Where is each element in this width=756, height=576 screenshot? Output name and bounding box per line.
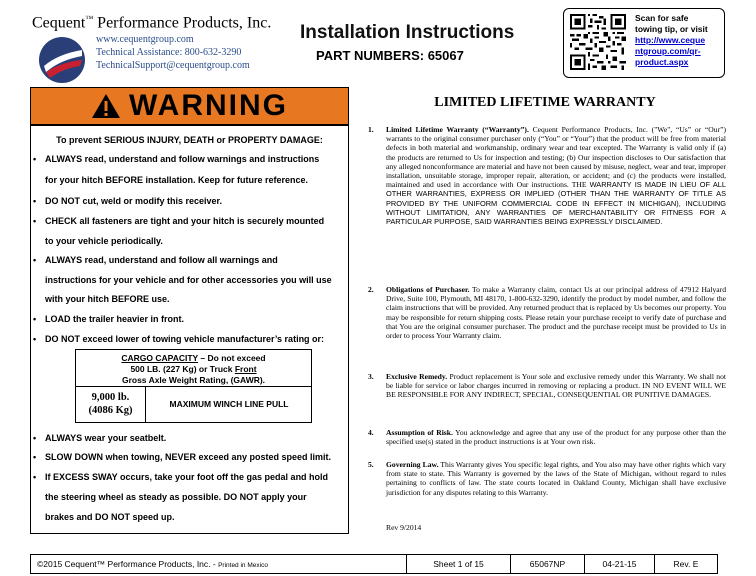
item-number: 1. [368, 125, 374, 134]
warning-line: for your hitch BEFORE installation. Keep for future reference. [45, 175, 309, 185]
revision-date: Rev 9/2014 [386, 523, 422, 532]
qr-link[interactable]: ntgroup.com/qr- [635, 46, 701, 56]
warning-line: instructions for your vehicle and for other accessories you will use [45, 275, 332, 285]
part-numbers: PART NUMBERS: 65067 [316, 48, 464, 63]
warning-triangle-icon [91, 93, 121, 119]
doc-title: Installation Instructions [300, 22, 515, 43]
warning-line: If EXCESS SWAY occurs, take your foot off the gas pedal and hold [45, 472, 329, 482]
bullet: • [33, 433, 37, 443]
footer-rev: Rev. E [673, 559, 699, 569]
company-logo-icon [38, 36, 86, 84]
tech-assist-text: Technical Assistance: 800-632-3290 [96, 47, 242, 58]
capacity-table [75, 349, 312, 423]
warranty-item: Obligations of Purchaser. To make a Warranty claim, contact Us at our principal address of 47912 Halyard Drive, Suite 100, Plymouth, MI 48170, 1-800-632-3290, identify the product by model number, and follow the claim instructions that will be provided. Any returned product that is replaced by Us becomes our property. You may be responsible for return shipping costs. Please retain your purchase receipt to verify date of purchase and that You are the original consumer purchaser. The product and the purchase receipt must be provided to Us in order to process Your Warranty claim. [386, 285, 726, 341]
qr-link[interactable]: product.aspx [635, 57, 689, 67]
item-number: 5. [368, 460, 374, 469]
website-text: www.cequentgroup.com [96, 34, 194, 45]
bullet: • [33, 196, 37, 206]
warning-line: to your vehicle periodically. [45, 236, 163, 246]
warning-intro: To prevent SERIOUS INJURY, DEATH or PROPERTY DAMAGE: [56, 135, 323, 145]
qr-caption: Scan for safe towing tip, or visit http://www.ceque ntgroup.com/qr- product.aspx [635, 13, 721, 68]
item-number: 3. [368, 372, 374, 381]
warning-line: LOAD the trailer heavier in front. [45, 314, 185, 324]
item-number: 4. [368, 428, 374, 437]
footer-date: 04-21-15 [585, 555, 655, 573]
warning-line: DO NOT exceed lower of towing vehicle manufacturer’s rating or: [45, 334, 325, 344]
winch-label-cell: MAXIMUM WINCH LINE PULL [169, 399, 289, 409]
footer-part: 65067NP [511, 555, 585, 573]
warranty-item: Governing Law. This Warranty gives You specific legal rights, and You also may have other rights which vary from state to state. This Warranty is governed by the laws of the State of Michigan, without regard to rules pertaining to conflicts of law. The state courts located in Oakland County, Michigan shall have exclusive jurisdiction for any disputes relating to this Warranty. [386, 460, 726, 497]
warning-line: ALWAYS wear your seatbelt. [45, 433, 167, 443]
item-number: 2. [368, 285, 374, 294]
warning-line: SLOW DOWN when towing, NEVER exceed any posted speed limit. [45, 452, 332, 462]
warranty-item: Assumption of Risk. You acknowledge and agree that any use of the product for any purpose other than the specified use(s) stated in the product instructions is at Your own risk. [386, 428, 726, 447]
qr-code-icon [570, 14, 626, 70]
warning-line: ALWAYS read, understand and follow all warnings and [45, 255, 278, 265]
warning-line: ALWAYS read, understand and follow warnings and instructions [45, 154, 320, 164]
bullet: • [33, 472, 37, 482]
warranty-item: Limited Lifetime Warranty (“Warranty”). Cequent Performance Products, Inc. ("We", “Us” or “Our”) warrants to the original consumer purchaser only (“You” or “Your”) that the product will be free from material defects in both material and workmanship, ordinary wear and tear excepted. The Warranty is valid only if (a) the products are returned to Us for inspection and testing; (b) Our inspection discloses to Our satisfaction that any alleged nonconformance are material and have not been caused by misuse, neglect, wear and tear, improper installation, unsuitable storage, improper repair, alteration, or accident; and (c) the products were installed, maintained and used in accordance with Our instructions. THE WARRANTY IS MADE IN LIEU OF ALL OTHER WARRANTIES, EXPRESS OR IMPLIED (OTHER THAN THE WARRANTY OF TITLE AS PROVIDED BY THE UNIFORM COMMERCIAL CODE IN EFFECT IN MICHIGAN), INCLUDING WITHOUT LIMITATION, ANY WARRANTIES OF MERCHANTABILITY OR FITNESS FOR A PARTICULAR PURPOSE, SAID WARRANTIES BEING EXPRESSLY DISCLAIMED. [386, 125, 726, 227]
support-email-text: TechnicalSupport@cequentgroup.com [96, 60, 250, 71]
bullet: • [33, 452, 37, 462]
warranty-title: LIMITED LIFETIME WARRANTY [434, 95, 656, 110]
bullet: • [33, 314, 37, 324]
warning-line: CHECK all fasteners are tight and your hitch is securely mounted [45, 216, 325, 226]
bullet: • [33, 255, 37, 265]
qr-link[interactable]: http://www.ceque [635, 35, 706, 45]
footer-sheet: Sheet 1 of 15 [407, 555, 511, 573]
warranty-item: Exclusive Remedy. Product replacement is Your sole and exclusive remedy under this Warranty. We shall not be liable for service or labor charges incurred in removing or replacing a product. IN NO EVENT WILL WE BE RESPONSIBLE FOR ANY INDIRECT, SPECIAL, CONSEQUENTIAL OR PUNITIVE DAMAGES. [386, 372, 726, 400]
warning-line: with your hitch BEFORE use. [45, 294, 170, 304]
brand-name: Cequent™ Performance Products, Inc. [32, 14, 272, 32]
qr-box [563, 8, 725, 78]
bullet: • [33, 334, 37, 344]
warning-line: the steering wheel as steady as possible. DO NOT apply your [45, 492, 307, 502]
bullet: • [33, 216, 37, 226]
bullet: • [33, 154, 37, 164]
warning-banner [30, 87, 349, 125]
warning-line: brakes and DO NOT speed up. [45, 512, 175, 522]
warning-line: DO NOT cut, weld or modify this receiver. [45, 196, 223, 206]
contact-block [96, 33, 250, 72]
footer-copyright: ©2015 Cequent™ Performance Products, Inc. - Printed in Mexico [31, 555, 407, 573]
footer-bar [30, 554, 718, 574]
winch-rating-cell: 9,000 lb. (4086 Kg) [76, 387, 146, 422]
capacity-heading-cell: CARGO CAPACITY – Do not exceed 500 LB. (227 Kg) or Truck Front Gross Axle Weight Rating, (GAWR). [76, 350, 311, 387]
warning-title: WARNING [129, 89, 288, 122]
